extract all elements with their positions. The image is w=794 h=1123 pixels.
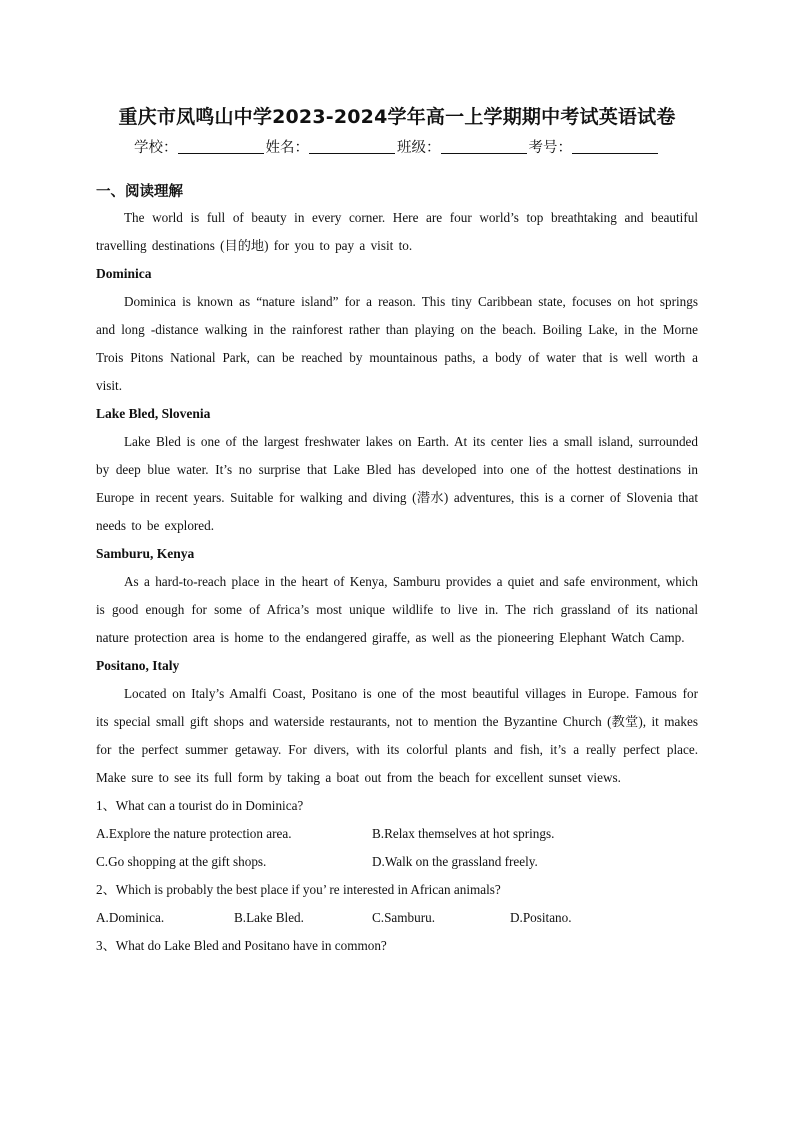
option-c[interactable]: C.Go shopping at the gift shops.: [96, 854, 267, 869]
passage-text: Lake Bled is one of the largest freshwater lakes on Earth. At its center lies a small island, surrounded by deep blue water. It’s no surprise that Lake Bled has developed into one of the hottest destinations in Europe in recent years. Suitable for walking and diving (潜水) adventures, this is a corner of Slovenia that needs to be explored.: [96, 434, 698, 533]
option-c[interactable]: C.Samburu.: [372, 910, 436, 925]
passage-text: Located on Italy’s Amalfi Coast, Positano is one of the most beautiful villages in Europe. Famous for its special small gift shops and waterside restaurants, not to mention the Byzantine Church (教堂), it makes for the perfect summer getaway. For divers, with its colorful plants and fish, it’s a really perfect place. Make sure to see its full form by taking a boat out from the beach for excellent sunset views.: [96, 686, 698, 785]
student-info-line: [0, 136, 794, 157]
name-label: 姓名：: [265, 140, 309, 156]
school-label: 学校：: [134, 140, 178, 156]
question-options: [96, 848, 698, 876]
intro-paragraph: The world is full of beauty in every corner. Here are four world’s top breathtaking and beautiful travelling destinations (目的地) for you to pay a visit to.: [96, 210, 698, 253]
passage-heading: Samburu, Kenya: [96, 546, 195, 561]
option-d[interactable]: D.Positano.: [510, 910, 572, 925]
question-stem: 1、What can a tourist do in Dominica?: [96, 798, 304, 813]
passage-text: As a hard-to-reach place in the heart of Kenya, Samburu provides a quiet and safe environment, which is good enough for some of Africa’s most unique wildlife to live in. The rich grassland of its national nature protection area is home to the endangered giraffe, as well as the pioneering Elephant Watch Camp.: [96, 574, 698, 645]
passage-text: Dominica is known as “nature island” for a reason. This tiny Caribbean state, focuses on hot springs and long -distance walking in the rainforest rather than playing on the beach. Boiling Lake, in the Morne Trois Pitons National Park, can be reached by mountainous paths, a body of water that is well worth a visit.: [96, 294, 698, 393]
option-a[interactable]: A.Explore the nature protection area.: [96, 826, 292, 841]
section-heading: 一、阅读理解: [96, 184, 183, 200]
passage-heading: Dominica: [96, 266, 152, 281]
passage-heading: Lake Bled, Slovenia: [96, 406, 211, 421]
school-blank[interactable]: [178, 139, 264, 154]
name-blank[interactable]: [309, 139, 395, 154]
option-b[interactable]: B.Relax themselves at hot springs.: [372, 826, 555, 841]
exam-number-blank[interactable]: [572, 139, 658, 154]
question-stem: 2、Which is probably the best place if you’ re interested in African animals?: [96, 882, 501, 897]
question-options: [96, 820, 698, 848]
option-d[interactable]: D.Walk on the grassland freely.: [372, 854, 538, 869]
question-options: [96, 904, 698, 932]
exam-number-label: 考号：: [528, 140, 572, 156]
class-blank[interactable]: [441, 139, 527, 154]
page-title: 重庆市凤鸣山中学2023-2024学年高一上学期期中考试英语试卷: [118, 106, 676, 128]
question-stem: 3、What do Lake Bled and Positano have in common?: [96, 938, 387, 953]
option-a[interactable]: A.Dominica.: [96, 910, 165, 925]
reading-section: [96, 180, 698, 960]
class-label: 班级：: [397, 140, 441, 156]
option-b[interactable]: B.Lake Bled.: [234, 910, 304, 925]
passage-heading: Positano, Italy: [96, 658, 180, 673]
